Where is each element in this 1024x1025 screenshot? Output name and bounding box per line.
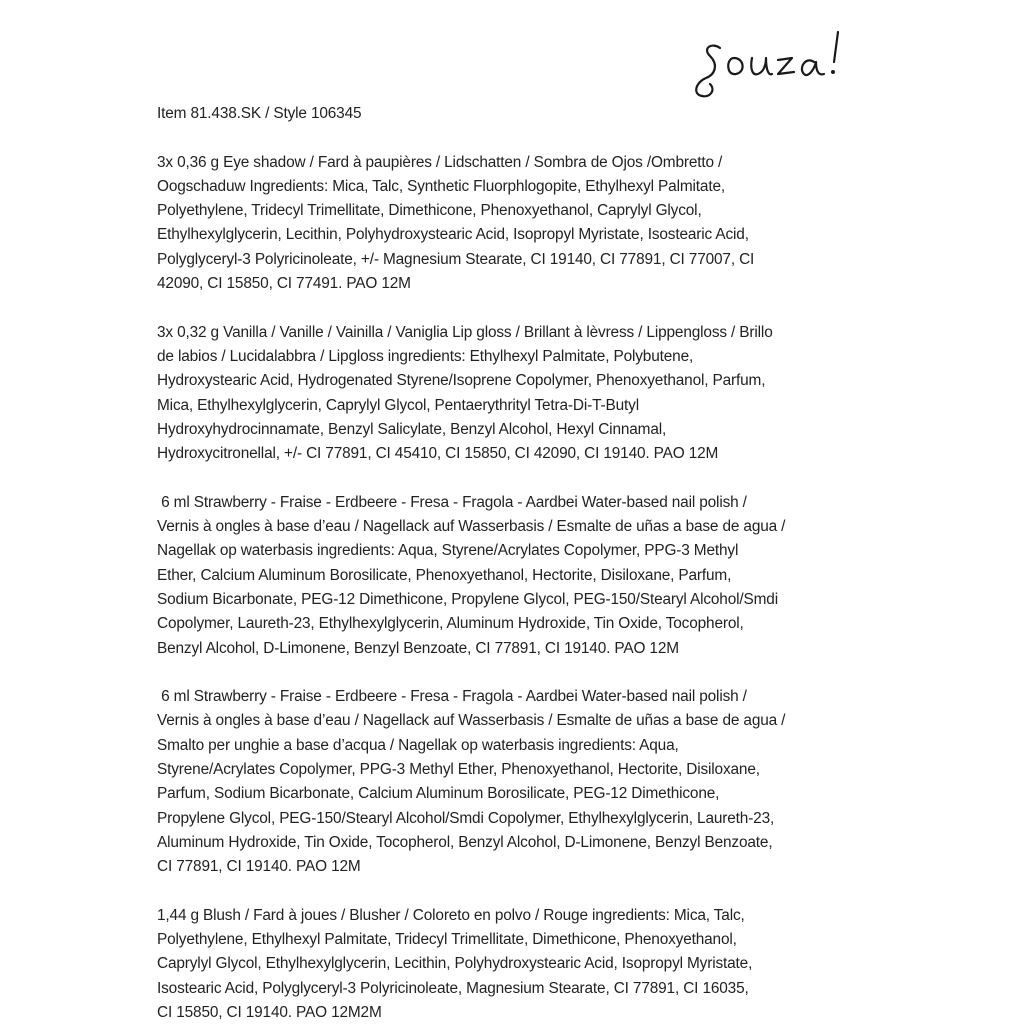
text-line: CI 15850, CI 19140. PAO 12M2M (157, 1003, 382, 1021)
text-line: Hydroxyhydrocinnamate, Benzyl Salicylate, Benzyl Alcohol, Hexyl Cinnamal, (157, 420, 667, 438)
item-style-line (157, 102, 877, 126)
text-line: Styrene/Acrylates Copolymer, PPG-3 Methyl Ether, Phenoxyethanol, Hectorite, Disiloxane, (157, 761, 760, 779)
text-line: Vernis à ongles à base d’eau / Nagellack auf Wasserbasis / Esmalte de uñas a base de agua / (157, 518, 786, 536)
text-line: Mica, Ethylhexylglycerin, Caprylyl Glycol, Pentaerythrityl Tetra-Di-T-Butyl (157, 396, 639, 414)
nail-polish-ingredients-1 (157, 491, 877, 661)
text-line: Isostearic Acid, Polyglyceryl-3 Polyricinoleate, Magnesium Stearate, CI 77891, CI 16035, (157, 979, 749, 997)
text-line: Parfum, Sodium Bicarbonate, Calcium Aluminum Borosilicate, PEG-12 Dimethicone, (157, 785, 720, 803)
blush-ingredients (157, 904, 877, 1025)
text-line: 42090, CI 15850, CI 77491. PAO 12M (157, 275, 411, 293)
text-line: Propylene Glycol, PEG-150/Stearyl Alcohol/Smdi Copolymer, Ethylhexylglycerin, Laureth-23, (157, 809, 775, 827)
text-line: Sodium Bicarbonate, PEG-12 Dimethicone, Propylene Glycol, PEG-150/Stearyl Alcohol/Smdi (157, 590, 778, 608)
eye-shadow-ingredients (157, 151, 877, 297)
ingredients-document (157, 102, 877, 1025)
text-line: Copolymer, Laureth-23, Ethylhexylglycerin, Aluminum Hydroxide, Tin Oxide, Tocopherol, (157, 615, 744, 633)
text-line: Item 81.438.SK / Style 106345 (157, 105, 362, 122)
text-line: 6 ml Strawberry - Fraise - Erdbeere - Fresa - Fragola - Aardbei Water-based nail polish / (157, 688, 747, 706)
text-line: Polyethylene, Ethylhexyl Palmitate, Tridecyl Trimellitate, Dimethicone, Phenoxyethanol, (157, 931, 737, 949)
text-line: Oogschaduw Ingredients: Mica, Talc, Synthetic Fluorphlogopite, Ethylhexyl Palmitate, (157, 177, 725, 195)
text-line: Hydroxystearic Acid, Hydrogenated Styrene/Isoprene Copolymer, Phenoxyethanol, Parfum, (157, 372, 766, 390)
text-line: Ether, Calcium Aluminum Borosilicate, Phenoxyethanol, Hectorite, Disiloxane, Parfum, (157, 566, 732, 584)
text-line: 3x 0,32 g Vanilla / Vanille / Vainilla / Vaniglia Lip gloss / Brillant à lèvress / Lippengloss / Brillo (157, 323, 773, 341)
text-line: Hydroxycitronellal, +/- CI 77891, CI 45410, CI 15850, CI 42090, CI 19140. PAO 12M (157, 445, 719, 463)
text-line: CI 77891, CI 19140. PAO 12M (157, 858, 361, 876)
nail-polish-ingredients-2 (157, 685, 877, 879)
text-line: Smalto per unghie a base d’acqua / Nagellak op waterbasis ingredients: Aqua, (157, 736, 679, 754)
souza-logo-graphic (690, 18, 850, 104)
text-line: Ethylhexylglycerin, Lecithin, Polyhydroxystearic Acid, Isopropyl Myristate, Isostearic Acid, (157, 226, 749, 244)
text-line: Caprylyl Glycol, Ethylhexylglycerin, Lecithin, Polyhydroxystearic Acid, Isopropyl Myristate, (157, 955, 753, 973)
text-line: Nagellak op waterbasis ingredients: Aqua, Styrene/Acrylates Copolymer, PPG-3 Methyl (157, 542, 739, 560)
souza-logo (690, 18, 850, 104)
lip-gloss-ingredients (157, 321, 877, 467)
text-line: 6 ml Strawberry - Fraise - Erdbeere - Fresa - Fragola - Aardbei Water-based nail polish / (157, 493, 747, 511)
text-line: Aluminum Hydroxide, Tin Oxide, Tocopherol, Benzyl Alcohol, D-Limonene, Benzyl Benzoate, (157, 833, 773, 851)
text-line: Polyethylene, Tridecyl Trimellitate, Dimethicone, Phenoxyethanol, Caprylyl Glycol, (157, 202, 702, 220)
text-line: Vernis à ongles à base d’eau / Nagellack auf Wasserbasis / Esmalte de uñas a base de agua / (157, 712, 786, 730)
text-line: Benzyl Alcohol, D-Limonene, Benzyl Benzoate, CI 77891, CI 19140. PAO 12M (157, 639, 679, 657)
text-line: de labios / Lucidalabbra / Lipgloss ingredients: Ethylhexyl Palmitate, Polybutene, (157, 347, 694, 365)
text-line: Polyglyceryl-3 Polyricinoleate, +/- Magnesium Stearate, CI 19140, CI 77891, CI 77007, CI (157, 250, 755, 268)
text-line: 3x 0,36 g Eye shadow / Fard à paupières / Lidschatten / Sombra de Ojos /Ombretto / (157, 153, 723, 171)
text-line: 1,44 g Blush / Fard à joues / Blusher / Coloreto en polvo / Rouge ingredients: Mica, Talc, (157, 906, 745, 924)
